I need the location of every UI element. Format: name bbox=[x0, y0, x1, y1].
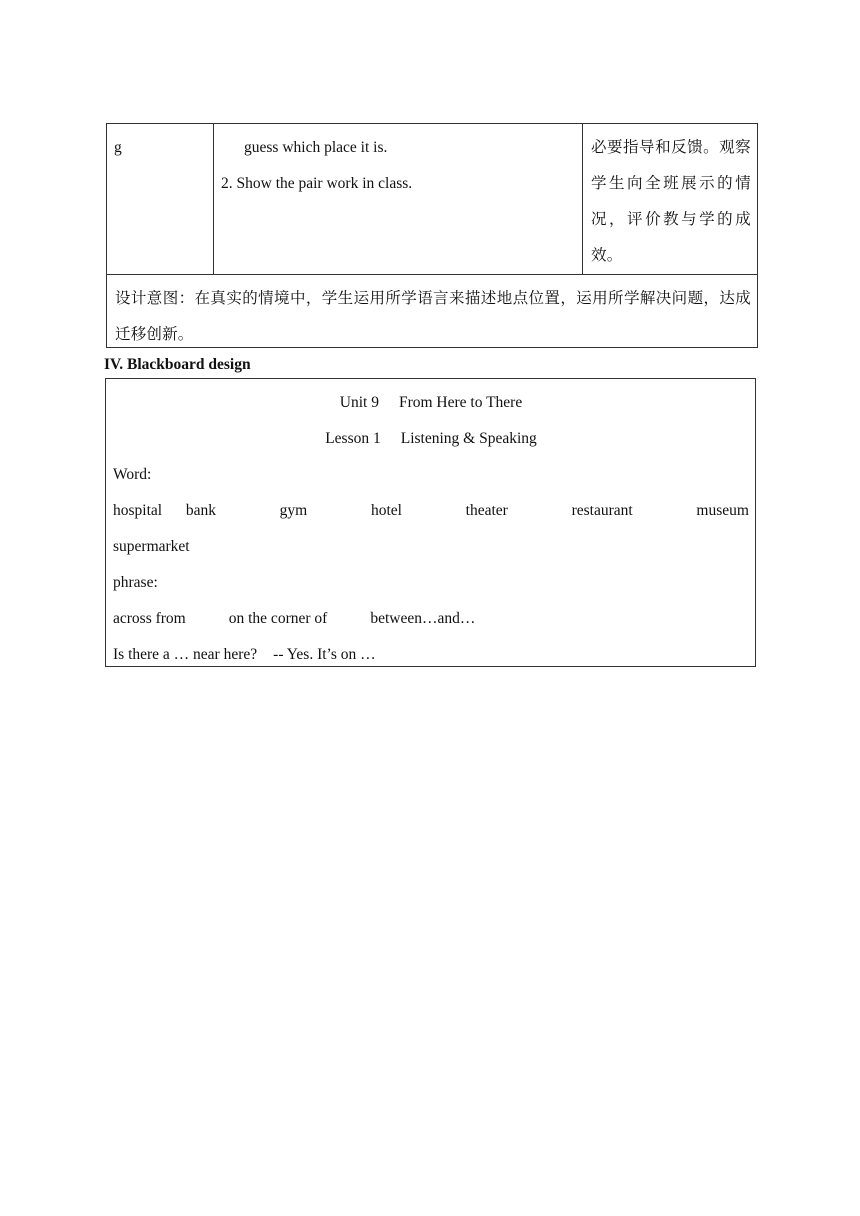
unit-number: Unit 9 bbox=[339, 394, 379, 411]
phrase-item: across from bbox=[113, 610, 186, 627]
table-row bbox=[107, 275, 758, 348]
design-intent-cell bbox=[107, 275, 758, 348]
word-overflow: supermarket bbox=[113, 538, 190, 555]
activity-line-1: guess which place it is. bbox=[244, 139, 388, 156]
evaluation-cell bbox=[583, 124, 758, 275]
design-intent-text: 设计意图：在真实的情境中，学生运用所学语言来描述地点位置，运用所学解决问题，达成迁移创新。 bbox=[115, 290, 751, 343]
stage-text: g bbox=[114, 139, 122, 156]
lesson-activity-table bbox=[106, 123, 758, 348]
section-heading: IV. Blackboard design bbox=[104, 356, 251, 373]
activity-line-2: 2. Show the pair work in class. bbox=[221, 175, 413, 192]
lesson-number: Lesson 1 bbox=[325, 430, 381, 447]
answer-text: -- Yes. It’s on … bbox=[273, 646, 376, 663]
lesson-title: Listening & Speaking bbox=[400, 430, 537, 447]
word-label: Word: bbox=[113, 466, 152, 483]
activity-text bbox=[214, 124, 582, 202]
word-item: restaurant bbox=[571, 502, 633, 519]
word-item: gym bbox=[279, 502, 308, 519]
word-item: museum bbox=[696, 502, 749, 519]
lesson-line bbox=[113, 421, 749, 457]
activity-cell bbox=[214, 124, 583, 275]
word-item: bank bbox=[185, 502, 216, 519]
phrase-item: between…and… bbox=[370, 610, 476, 627]
unit-line bbox=[113, 385, 749, 421]
word-item: theater bbox=[465, 502, 508, 519]
table-row bbox=[107, 124, 758, 275]
blackboard-design-box bbox=[105, 378, 756, 667]
phrase-list bbox=[113, 601, 749, 637]
word-item: hospital bbox=[113, 502, 163, 519]
sentence-pattern bbox=[113, 637, 749, 673]
question-text: Is there a … near here? bbox=[113, 646, 258, 663]
phrase-item: on the corner of bbox=[228, 610, 328, 627]
stage-cell bbox=[107, 124, 214, 275]
word-list bbox=[113, 493, 749, 529]
word-item: hotel bbox=[370, 502, 402, 519]
phrase-label: phrase: bbox=[113, 574, 158, 591]
unit-title: From Here to There bbox=[398, 394, 523, 411]
evaluation-text: 必要指导和反馈。观察学生向全班展示的情况，评价教与学的成效。 bbox=[591, 139, 751, 264]
